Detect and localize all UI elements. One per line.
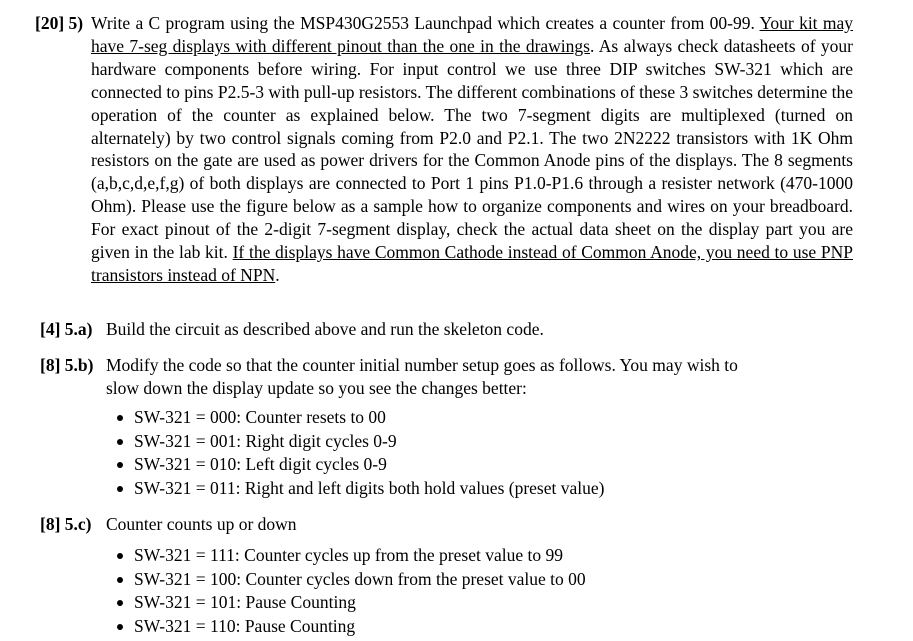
list-item [117, 430, 604, 454]
question-5a-text: Build the circuit as described above and run the skeleton code. [106, 319, 544, 339]
question-5c-text: Counter counts up or down [106, 514, 297, 534]
list-item-text: SW-321 = 111: Counter cycles up from the preset value to 99 [134, 545, 563, 565]
list-item [117, 544, 586, 568]
bullet-icon [117, 624, 123, 630]
list-item-text: SW-321 = 110: Pause Counting [134, 615, 356, 636]
list-item-text: SW-321 = 000: Counter resets to 00 [134, 407, 386, 427]
bullet-icon [117, 600, 123, 606]
list-item-text: SW-321 = 011: Right and left digits both hold values (preset value) [134, 477, 605, 498]
list-item [117, 568, 586, 592]
question-5c [40, 513, 297, 536]
question-5b-text-line-1: Modify the code so that the counter initial number setup goes as follows. You may wish to [106, 355, 738, 375]
pinout-warning: Your kit may have 7-seg displays with different pinout than the one in the drawings [91, 13, 853, 56]
question-5-description: . As always check datasheets of your hardware components before wiring. For input control we use three DIP switches SW-321 which are connected to pins P2.5-3 with pull-up resistors. The different combinations of these 3 switches determine the operation of the counter as explained below. The two 7-segment digits are multiplexed (turned on alternately) by two control signals coming from P2.0 and P2.1. The two 2N2222 transistors with 1K Ohm resistors on the gate are used as power drivers for the Common Anode pins of the displays. The 8 segments (a,b,c,d,e,f,g) of both displays are connected to Port 1 pins P1.0-P1.6 through a resister network (470-1000 Ohm). Please use the figure below as a sample how to organize components and wires on your breadboard. For exact pinout of the 2-digit 7-segment display, check the actual data sheet on the display part you are given in the lab kit. [91, 35, 853, 263]
question-5-end: . [275, 264, 280, 285]
question-5c-heading: [8] 5.c) [40, 514, 92, 534]
list-item-text: SW-321 = 010: Left digit cycles 0-9 [134, 454, 387, 475]
bullet-icon [117, 486, 123, 492]
list-item [117, 406, 604, 430]
question-5a [40, 318, 544, 341]
question-5b-list [117, 406, 604, 500]
bullet-icon [117, 439, 123, 445]
question-5-heading: [20] 5) [35, 13, 84, 33]
question-5b [40, 354, 738, 377]
question-5c-list [117, 544, 586, 638]
list-item-text: SW-321 = 001: Right digit cycles 0-9 [134, 430, 397, 451]
list-item [117, 477, 604, 501]
list-item [117, 591, 586, 615]
question-5-body [91, 12, 853, 287]
bullet-icon [117, 415, 123, 421]
question-5a-heading: [4] 5.a) [40, 319, 93, 339]
question-5b-line-2 [106, 377, 527, 400]
list-item-text: SW-321 = 100: Counter cycles down from the preset value to 00 [134, 568, 586, 589]
bullet-icon [117, 577, 123, 583]
list-item [117, 615, 586, 639]
transistor-note: If the displays have Common Cathode instead of Common Anode, you need to use PNP transistors instead of NPN [91, 242, 853, 285]
question-5b-heading: [8] 5.b) [40, 355, 94, 375]
question-5b-text-line-2: slow down the display update so you see the changes better: [106, 378, 527, 398]
bullet-icon [117, 462, 123, 468]
question-5-intro: Write a C program using the MSP430G2553 Launchpad which creates a counter from 00-99. [91, 13, 755, 33]
bullet-icon [117, 553, 123, 559]
list-item [117, 453, 604, 477]
list-item-text: SW-321 = 101: Pause Counting [134, 592, 356, 613]
